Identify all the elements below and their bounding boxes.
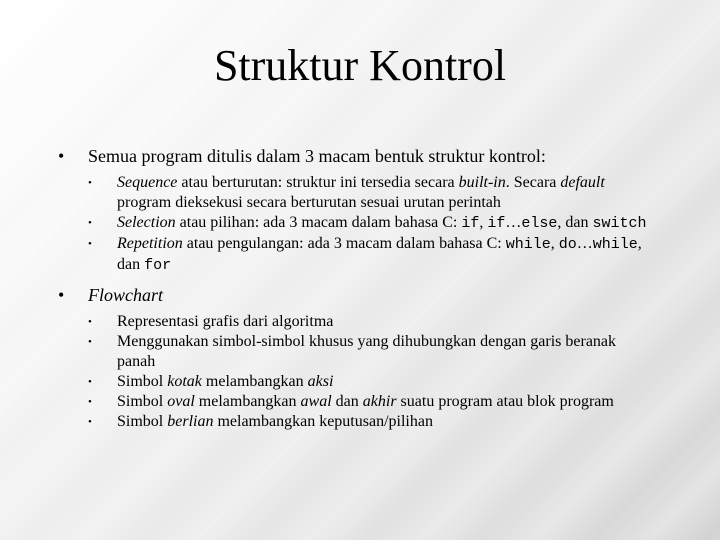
item-text: atau pengulangan: ada 3 macam dalam bahasa C: <box>182 235 506 252</box>
item-text: melambangkan <box>194 393 301 410</box>
code-if: if <box>487 215 506 232</box>
item-text: suatu program atau blok program <box>396 393 614 410</box>
item-text: . Secara <box>505 174 561 191</box>
item-text: Simbol <box>117 373 168 390</box>
bullet-icon: • <box>58 285 65 305</box>
list-item <box>0 372 720 392</box>
list-item-sequence <box>0 173 720 213</box>
bullet-icon: • <box>88 177 92 189</box>
bullet-icon: • <box>88 396 92 408</box>
bullet-icon: • <box>88 416 92 428</box>
list-item <box>0 392 720 412</box>
section-label: Semua program ditulis dalam 3 macam bentuk struktur kontrol: <box>88 146 546 166</box>
code-do: do <box>558 236 577 253</box>
item-text: melambangkan keputusan/pilihan <box>213 413 433 430</box>
term-default: default <box>560 174 605 191</box>
item-text: Simbol <box>117 393 168 410</box>
bullet-control-structures <box>0 145 720 167</box>
item-text: atau berturutan: struktur ini tersedia secara <box>177 174 459 191</box>
item-text: , <box>479 214 488 231</box>
term-built-in: built-in <box>458 174 506 191</box>
list-item-repetition <box>0 234 720 276</box>
list-item <box>0 412 720 432</box>
item-text: , dan <box>117 235 642 273</box>
term-sequence: Sequence <box>117 174 178 191</box>
code-switch: switch <box>592 215 647 232</box>
slide-title: Struktur Kontrol <box>213 41 507 90</box>
item-text: … <box>576 235 593 252</box>
item-text: , <box>550 235 559 252</box>
term-aksi: aksi <box>307 373 334 390</box>
flowchart-list <box>0 312 720 432</box>
list-item-selection <box>0 213 720 234</box>
item-text: melambangkan <box>201 373 308 390</box>
item-text: atau pilihan: ada 3 macam dalam bahasa C: <box>175 214 462 231</box>
bullet-icon: • <box>88 316 92 328</box>
item-text: Menggunakan simbol-simbol khusus yang dihubungkan dengan garis beranak panah <box>117 333 617 370</box>
term-kotak: kotak <box>167 373 202 390</box>
section-label: Flowchart <box>88 285 163 305</box>
code-while: while <box>505 236 551 253</box>
list-item <box>0 332 720 372</box>
term-akhir: akhir <box>362 393 397 410</box>
bullet-flowchart <box>0 284 720 306</box>
code-else: else <box>521 215 558 232</box>
code-if: if <box>461 215 480 232</box>
bullet-icon: • <box>58 146 65 166</box>
item-text: Representasi grafis dari algoritma <box>117 313 334 330</box>
item-text: Simbol <box>117 413 168 430</box>
code-while: while <box>592 236 638 253</box>
bullet-icon: • <box>88 336 92 348</box>
list-item <box>0 312 720 332</box>
term-repetition: Repetition <box>117 235 183 252</box>
item-text: , dan <box>557 214 593 231</box>
bullet-icon: • <box>88 238 92 250</box>
term-awal: awal <box>300 393 332 410</box>
slide-content <box>0 145 720 432</box>
term-selection: Selection <box>117 214 176 231</box>
item-text: program dieksekusi secara berturutan sesuai urutan perintah <box>117 194 501 211</box>
term-berlian: berlian <box>167 413 214 430</box>
control-structures-list <box>0 173 720 276</box>
bullet-icon: • <box>88 376 92 388</box>
code-for: for <box>144 257 172 274</box>
bullet-icon: • <box>88 217 92 229</box>
item-text: dan <box>331 393 363 410</box>
item-text: … <box>505 214 522 231</box>
term-oval: oval <box>167 393 195 410</box>
